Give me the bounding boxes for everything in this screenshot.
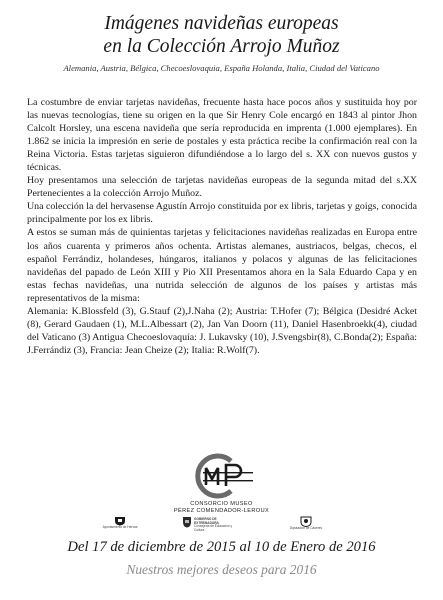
paragraph-collection: Una colección la del hervasense Agustín Arrojo constituida por ex libris, tarjetas y goigs, conocida principalmente por los ex libris. bbox=[27, 201, 417, 226]
logo-caption-line-2: PÉREZ COMENDADOR-LEROUX bbox=[173, 508, 270, 514]
logo-caption bbox=[150, 501, 293, 515]
sponsor-hervas-label: Ayuntamiento de Hervás bbox=[102, 525, 138, 529]
logo-monogram: CMP bbox=[181, 452, 184, 453]
body-text bbox=[27, 96, 417, 357]
museum-logo bbox=[181, 452, 262, 500]
exhibition-dates: Del 17 de diciembre de 2015 al 10 de Enero de 2016 bbox=[67, 539, 376, 555]
paragraph-history: La costumbre de enviar tarjetas navideñas, frecuente hasta hace pocos años y sustituida hoy por las nuevas tecnologías, tiene su origen en la que Sir Henry Cole encargó en 1843 al pintor Jhon Calcolt Horsley, una escena navideña que sería reproducida en imprenta (1.000 ejemplares). En 1.862 se inicia la impresión en serie de postales y esta práctica recibe la confirmación real con la Reina Victoria. Estas tarjetas siguieron difundiéndose a lo largo del s. XX con nuevos gustos y técnicas. bbox=[27, 97, 417, 174]
sponsor-extremadura-line-1: GOBIERNO DE EXTREMADURA bbox=[194, 517, 219, 525]
season-greeting: Nuestros mejores deseos para 2016 bbox=[126, 562, 317, 577]
logo-caption-line-1: CONSORCIO MUSEO bbox=[190, 501, 253, 507]
extremadura-shield-icon bbox=[182, 516, 192, 528]
sponsor-caceres-label: Diputación de Cáceres bbox=[289, 526, 323, 530]
paragraph-artist-list: Alemania: K.Blossfeld (3), G.Stauf (2),J.Naha (2); Austria: T.Hofer (7); Bélgica (Desidré Acket (8), Gerard Gaudaen (1), M.L.Albessart (2), Jan Van Doorn (11), Daniel Hasenbroekk(4), ciudad del Vaticano (3) Antigua Checoeslovaquía: J. Lukavsky (10), J.Svengsbir(8), C.Bonda(2); España: J.Ferrándiz (3), Francia: Jean Cheize (2); Italia: R.Wolf(7). bbox=[27, 305, 417, 356]
sponsor-caceres bbox=[282, 516, 330, 531]
sponsor-logos bbox=[100, 516, 343, 534]
paragraph-selection: Hoy presentamos una selección de tarjetas navideñas europeas de la segunda mitad del s.XX Pertenecientes a la colección Arrojo Muñoz. bbox=[27, 175, 417, 200]
sponsor-extremadura-line-2: Consejería de Educación y Cultura bbox=[194, 524, 233, 532]
subtitle-countries: Alemania, Austria, Bélgica, Checoeslovaquia, España Holanda, Italia, Ciudad del Vaticano bbox=[63, 63, 380, 73]
title-line-1: Imágenes navideñas europeas bbox=[104, 13, 339, 34]
paragraph-artists: A estos se suman más de quinientas tarjetas y felicitaciones navideñas realizadas en Europa entre los años cuarenta y primeros años ochenta. Artistas alemanes, austriacos, belgas, checos, el español Ferrándiz, holandeses, húngaros, italianos y polacos y algunas de las felicitaciones navideñas del papado de León XIII y Pio XII Presentamos ahora en la Sala Eduardo Capa y en estas fechas navideñas, una nutrida selección de algunos de los países y artistas más representativos de la misma: bbox=[27, 227, 417, 304]
sponsor-hervas bbox=[100, 516, 140, 530]
title-line-2: en la Colección Arrojo Muñoz bbox=[103, 36, 340, 57]
